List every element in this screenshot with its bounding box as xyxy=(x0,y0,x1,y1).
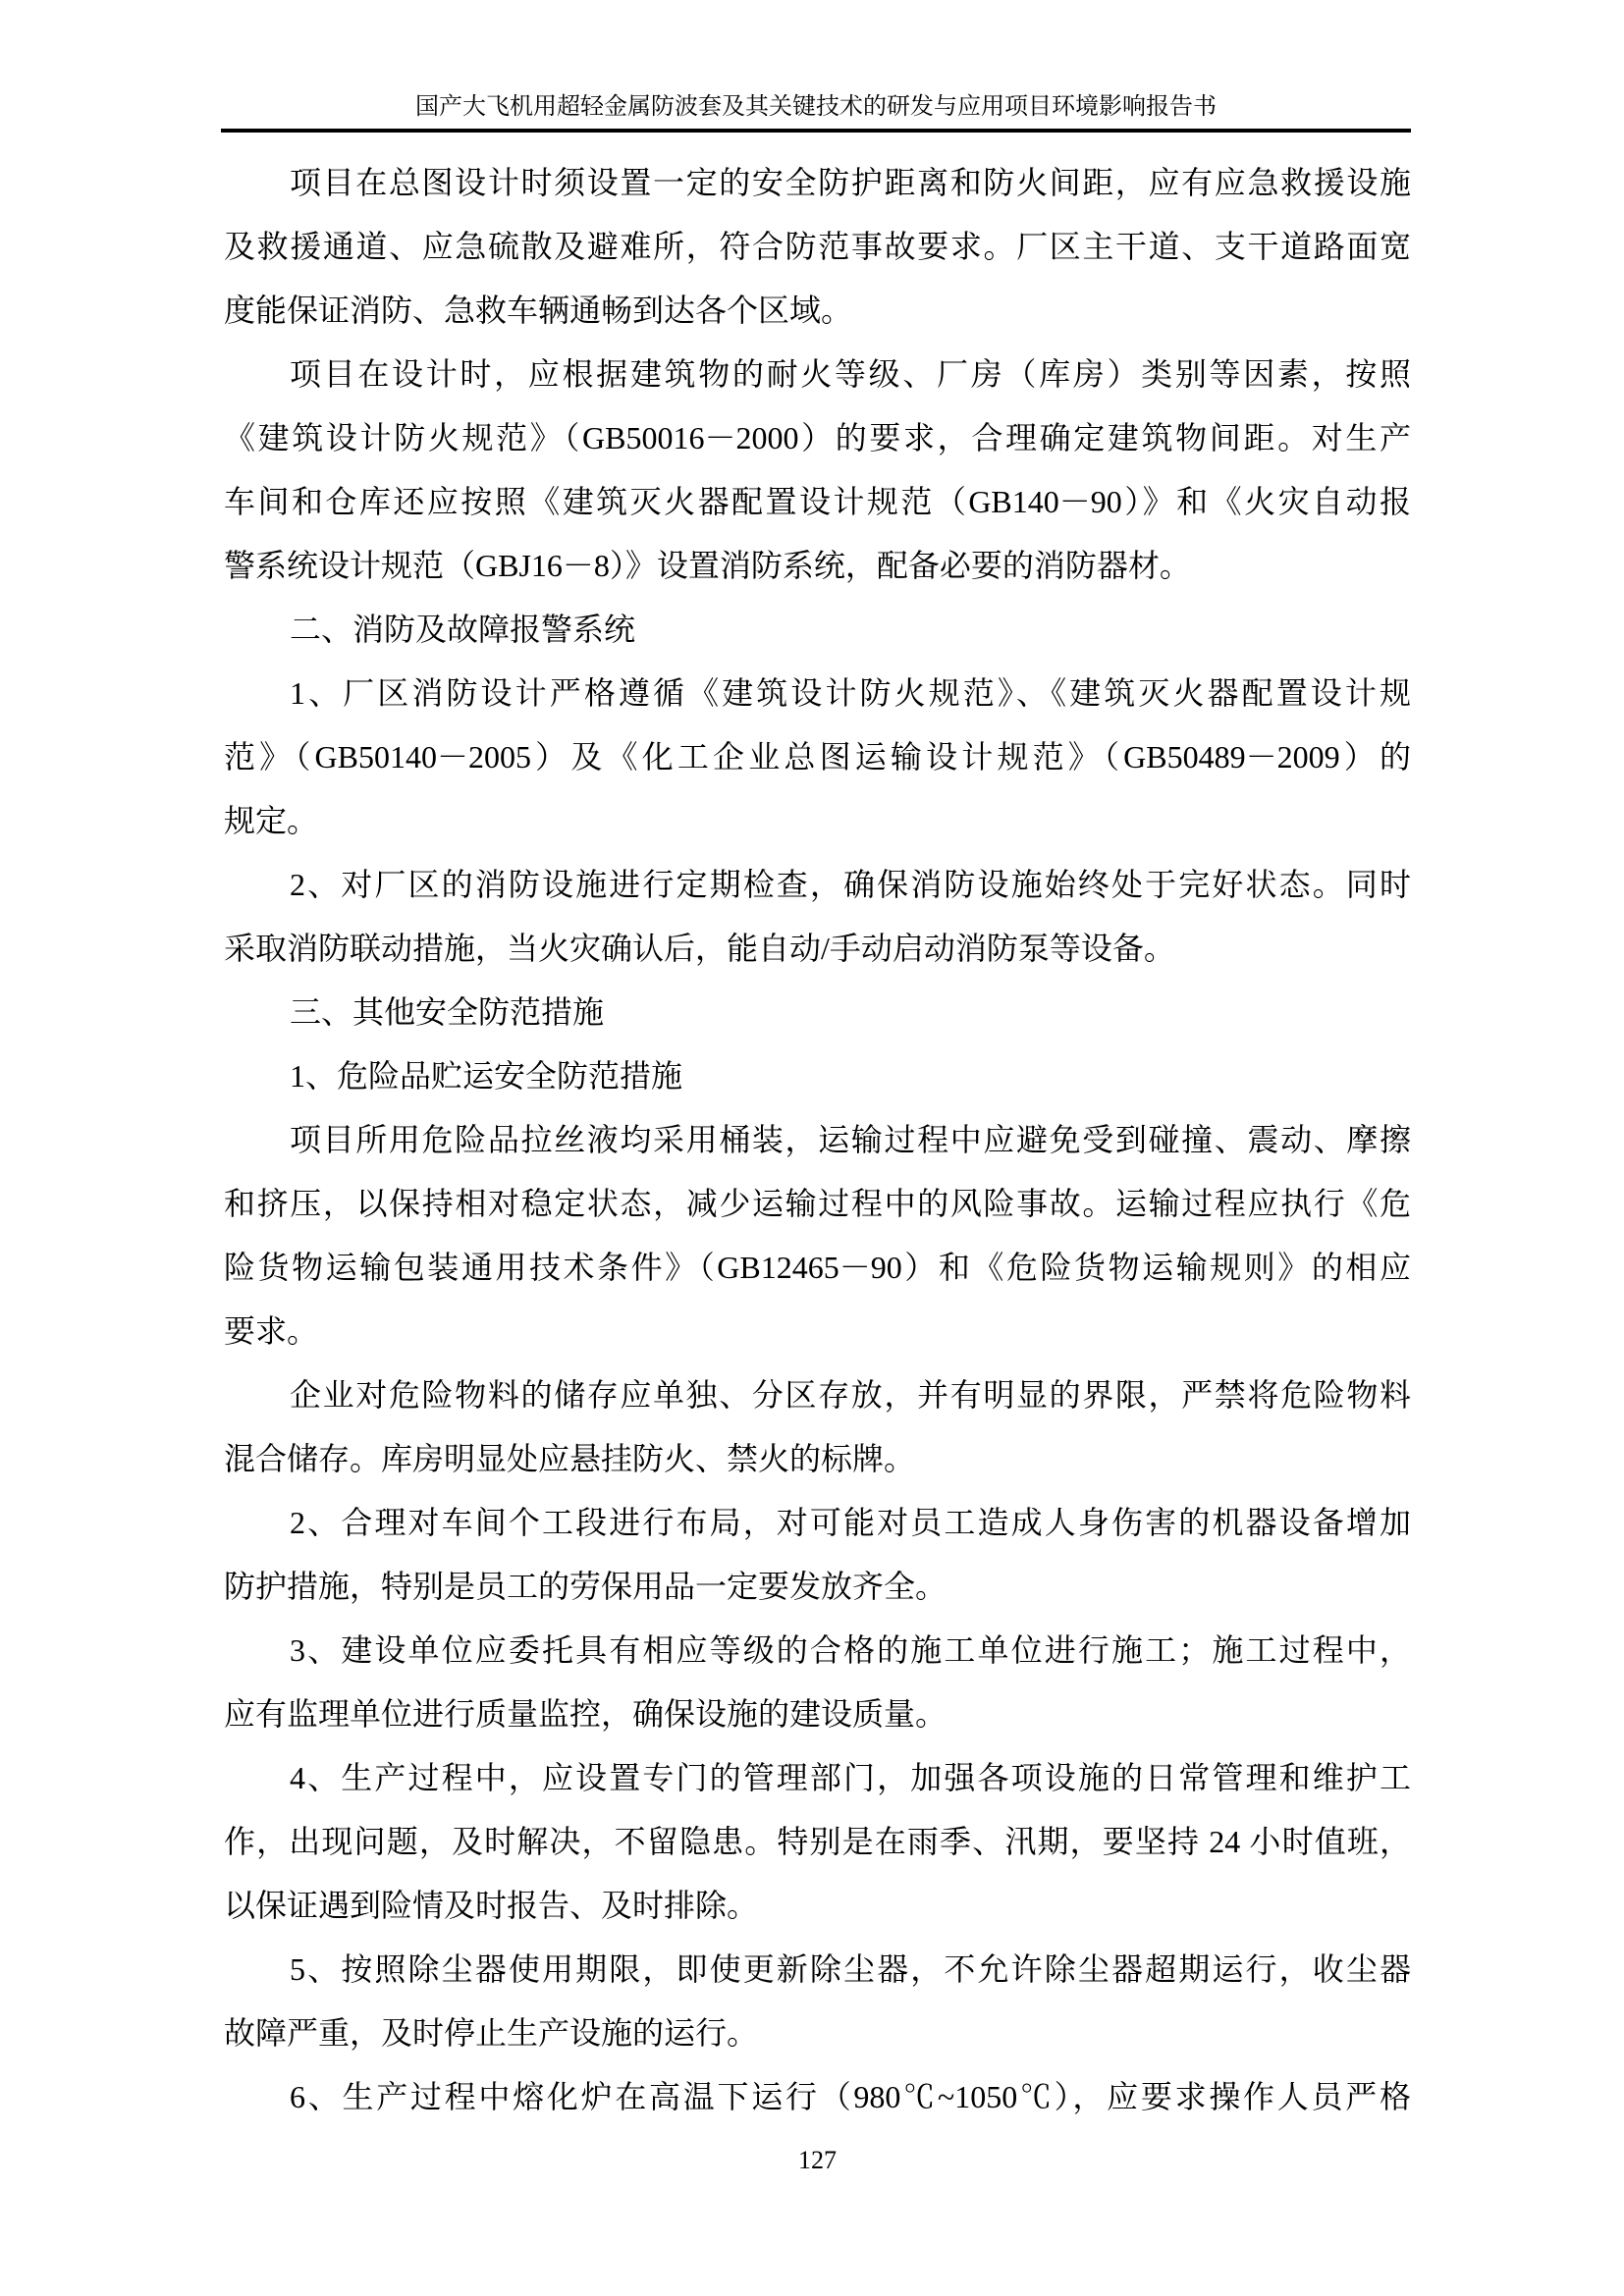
text-line: 1、危险品贮运安全防范措施 xyxy=(290,1058,683,1094)
text-line: 采取消防联动措施，当火灾确认后，能自动/手动启动消防泵等设备。 xyxy=(224,931,1175,966)
text-line: 三、其他安全防范措施 xyxy=(290,994,605,1030)
text-line: 5、按照除尘器使用期限，即使更新除尘器，不允许除尘器超期运行，收尘器 xyxy=(290,1951,1411,1987)
text-line: 混合储存。库房明显处应悬挂防火、禁火的标牌。 xyxy=(224,1441,916,1476)
text-line: 二、消防及故障报警系统 xyxy=(290,612,636,647)
text-line: 《建筑设计防火规范》（GB50016－2000）的要求，合理确定建筑物间距。对生产 xyxy=(224,420,1411,455)
text-line: 防护措施，特别是员工的劳保用品一定要发放齐全。 xyxy=(224,1569,947,1604)
page-header-title: 国产大飞机用超轻金属防波套及其关键技术的研发与应用项目环境影响报告书 xyxy=(415,94,1217,120)
text-line: 企业对危险物料的储存应单独、分区存放，并有明显的界限，严禁将危险物料 xyxy=(290,1377,1411,1413)
text-line: 故障严重，及时停止生产设施的运行。 xyxy=(224,2015,759,2051)
text-line: 险货物运输包装通用技术条件》（GB12465－90）和《危险货物运输规则》的相应 xyxy=(224,1250,1411,1285)
text-line: 要求。 xyxy=(224,1313,319,1349)
text-line: 4、生产过程中，应设置专门的管理部门，加强各项设施的日常管理和维护工 xyxy=(290,1760,1411,1795)
text-line: 以保证遇到险情及时报告、及时排除。 xyxy=(224,1888,759,1923)
text-line: 范》（GB50140－2005）及《化工企业总图运输设计规范》（GB50489－2009）的 xyxy=(224,739,1411,774)
text-line: 项目在总图设计时须设置一定的安全防护距离和防火间距，应有应急救援设施 xyxy=(290,165,1411,200)
text-line: 3、建设单位应委托具有相应等级的合格的施工单位进行施工；施工过程中， xyxy=(290,1632,1411,1668)
text-line: 警系统设计规范（GBJ16－8）》设置消防系统，配备必要的消防器材。 xyxy=(224,548,1191,583)
document-body xyxy=(224,151,1411,2129)
text-line: 6、生产过程中熔化炉在高温下运行（980℃~1050℃），应要求操作人员严格 xyxy=(290,2079,1411,2114)
header-rule xyxy=(221,129,1411,133)
text-line: 和挤压，以保持相对稳定状态，减少运输过程中的风险事故。运输过程应执行《危 xyxy=(224,1186,1411,1221)
text-line: 及救援通道、应急硫散及避难所，符合防范事故要求。厂区主干道、支干道路面宽 xyxy=(224,229,1411,264)
text-line: 作，出现问题，及时解决，不留隐患。特别是在雨季、汛期，要坚持 24 小时值班， xyxy=(224,1824,1411,1859)
text-line: 规定。 xyxy=(224,803,319,838)
text-line: 度能保证消防、急救车辆通畅到达各个区域。 xyxy=(224,293,853,328)
text-line: 1、厂区消防设计严格遵循《建筑设计防火规范》、《建筑灭火器配置设计规 xyxy=(290,675,1411,711)
text-line: 项目所用危险品拉丝液均采用桶装，运输过程中应避免受到碰撞、震动、摩擦 xyxy=(290,1122,1411,1157)
text-line: 项目在设计时，应根据建筑物的耐火等级、厂房（库房）类别等因素，按照 xyxy=(290,356,1411,392)
text-line: 2、合理对车间个工段进行布局，对可能对员工造成人身伤害的机器设备增加 xyxy=(290,1505,1411,1540)
text-line: 车间和仓库还应按照《建筑灭火器配置设计规范（GB140－90）》和《火灾自动报 xyxy=(224,484,1411,519)
text-line: 应有监理单位进行质量监控，确保设施的建设质量。 xyxy=(224,1696,947,1732)
page-number: 127 xyxy=(798,2146,837,2174)
text-line: 2、对厂区的消防设施进行定期检查，确保消防设施始终处于完好状态。同时 xyxy=(290,867,1411,902)
page-footer xyxy=(224,2146,1411,2175)
